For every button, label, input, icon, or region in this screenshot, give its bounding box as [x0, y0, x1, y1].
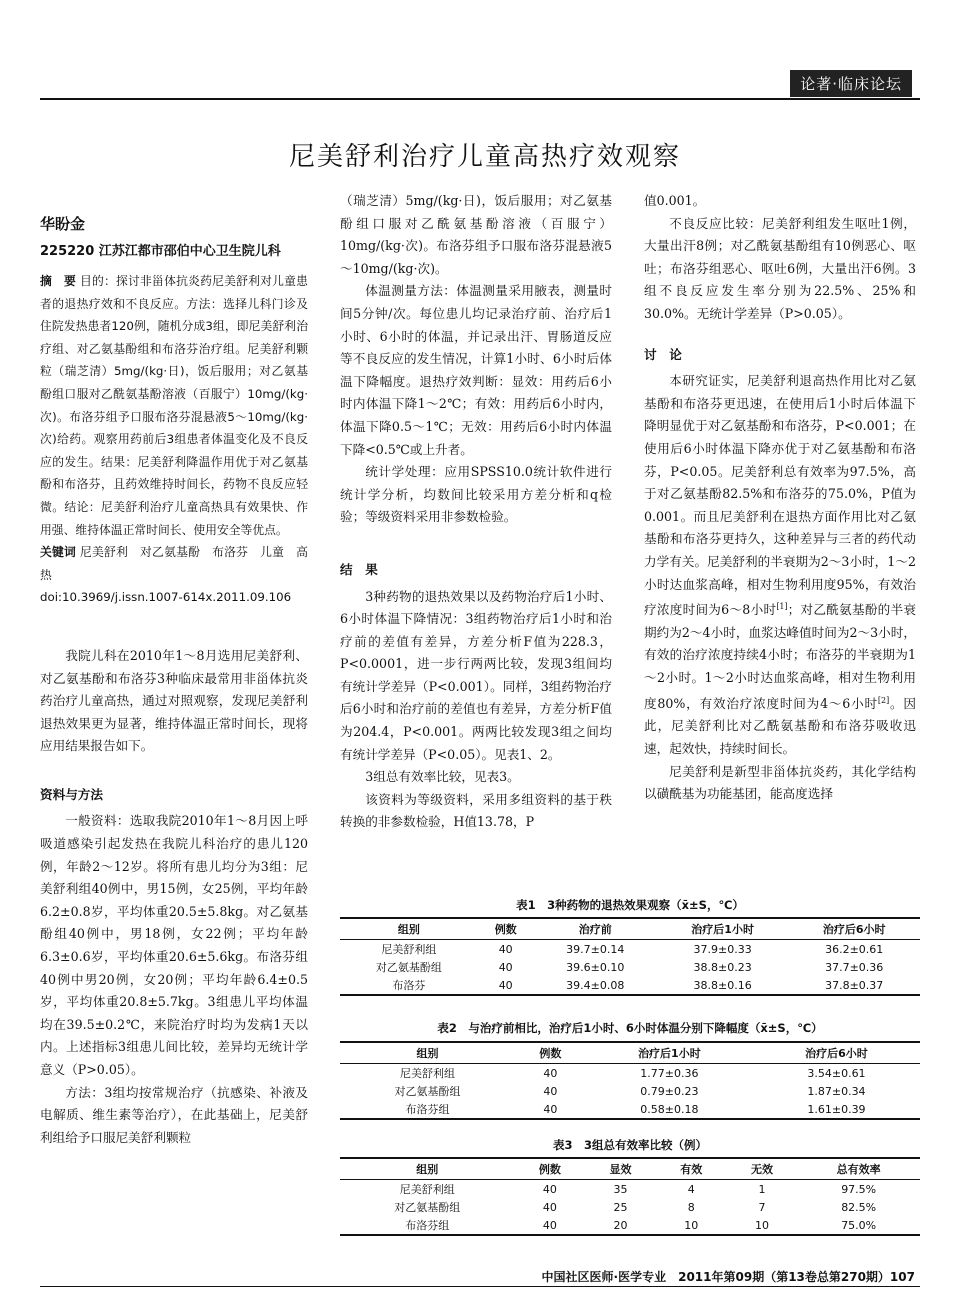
table-cell: 布洛芬组 [340, 1216, 514, 1235]
table-row [340, 1180, 920, 1199]
discussion-paragraph-2: 尼美舒利是新型非甾体抗炎药，其化学结构以磺酰基为功能基团，能高度选择 [644, 763, 916, 802]
table-2-header: 治疗后6小时 [753, 1042, 920, 1064]
table-cell: 布洛芬 [340, 976, 478, 995]
table-cell: 1.87±0.34 [807, 1084, 866, 1098]
column-3 [644, 190, 916, 806]
table-cell: 0.79±0.23 [640, 1084, 699, 1098]
table-cell: 对乙氨基酚组 [394, 1085, 461, 1098]
table-row [340, 976, 920, 995]
article-title: 尼美舒利治疗儿童高热疗效观察 [288, 142, 681, 172]
table-cell: 40 [543, 1084, 558, 1098]
table-2-caption: 表2 与治疗前相比，治疗后1小时、6小时体温分别下降幅度（x̄±S，℃） [437, 1021, 823, 1035]
table-cell: 1 [758, 1182, 766, 1196]
table-cell: 40 [498, 960, 513, 974]
table-row [340, 1064, 920, 1083]
table-3-header: 显效 [585, 1158, 656, 1180]
keywords-label: 关键词 [40, 545, 77, 560]
table-cell: 40 [514, 1216, 585, 1235]
discussion-paragraph-1 [644, 370, 916, 760]
table-row [340, 1100, 920, 1119]
methods-paragraph-1: 一般资料：选取我院2010年1～8月因上呼吸道感染引起发热在我院儿科治疗的患儿120例，年龄2～12岁。将所有患儿均分为3组：尼美舒利组40例中，男15例，女25例，平均年龄6.2±0.8岁，平均体重20.5±5.8kg。对乙氨基酚组40例中，男18例，女22例；平均年龄6.3±0.6岁，平均体重20.6±5.6kg。布洛芬组40例中男20例，女20例；平均年龄6.4±0.5岁，平均体重20.8±5.7kg。3组患儿平均体温均在39.5±0.2℃，来院治疗时均为发病1天以内。上述指标3组患儿间比较，差异均无统计学意义（P>0.05）。 [40, 813, 308, 1077]
table-cell: 10 [656, 1216, 727, 1235]
header-rule [40, 98, 920, 100]
methods-heading: 资料与方法 [40, 786, 103, 802]
table-1-caption: 表1 3种药物的退热效果观察（x̄±S，℃） [516, 898, 744, 912]
table-cell: 39.6±0.10 [566, 960, 625, 974]
table-cell: 38.8±0.16 [657, 976, 789, 995]
table-2 [340, 1041, 920, 1120]
table-cell: 尼美舒利组 [381, 943, 437, 956]
table-cell: 97.5% [841, 1182, 877, 1196]
table-cell: 4 [687, 1182, 695, 1196]
table-1-header: 例数 [478, 918, 534, 940]
table-cell: 尼美舒利组 [399, 1067, 455, 1080]
table-cell: 40 [498, 942, 513, 956]
table-3-header: 有效 [656, 1158, 727, 1180]
table-cell: 7 [758, 1200, 766, 1214]
table-cell: 对乙氨基酚组 [375, 961, 442, 974]
section-tag: 论著·临床论坛 [790, 70, 912, 97]
discussion-text-b: ；对乙酰氨基酚的半衰期约为2～4小时，血浆达峰值时间为2～3小时，有效的治疗浓度持续4小时；布洛芬的半衰期为1～2小时。1～2小时达血浆高峰，相对生物利用度80%，有效治疗浓度时间为4～6小时 [644, 602, 916, 711]
table-cell: 20 [585, 1216, 656, 1235]
table-cell: 40 [543, 1066, 558, 1080]
table-cell: 35 [613, 1182, 628, 1196]
table-cell: 37.9±0.33 [693, 942, 752, 956]
table-1 [340, 917, 920, 996]
methods-paragraph-2-cont: （瑞芝清）5mg/(kg·日)，饭后服用；对乙氨基酚组口服对乙酰氨基酚溶液（百服宁）10mg/(kg·次)。布洛芬组予口服布洛芬混悬液5～10mg/(kg·次)。 [340, 193, 612, 276]
intro-paragraph: 我院儿科在2010年1～8月选用尼美舒利、对乙氨基酚和布洛芬3种临床最常用非甾体抗炎药治疗儿童高热，通过对照观察，发现尼美舒利退热效果更为显著，维持体温正常时间长，现将应用结果报告如下。 [40, 647, 308, 754]
discussion-text-a: 本研究证实，尼美舒利退高热作用比对乙氨基酚和布洛芬更迅速，在使用后1小时后体温下降明显优于对乙氨基酚和布洛芬，P<0.001；在使用后6小时体温下降亦优于对乙氨基酚和布洛芬，P<0.05。尼美舒利总有效率为97.5%，高于对乙氨基酚82.5%和布洛芬的75.0%，P值为0.001。而且尼美舒利在退热方面作用比对乙氨基酚和布洛芬更持久，这种差异与三者的药代动力学有关。尼美舒利的半衰期为2～3小时，1～2小时达血浆高峰，相对生物利用度95%，有效治疗浓度时间为6～8小时 [644, 373, 916, 618]
column-2 [340, 190, 612, 834]
keywords-text: 尼美舒利 对乙氨基酚 布洛芬 儿童 高热 [40, 545, 308, 582]
table-row [340, 1198, 920, 1216]
table-cell: 82.5% [841, 1200, 877, 1214]
table-cell: 10 [727, 1216, 798, 1235]
results-paragraph-3: 该资料为等级资料，采用多组资料的基于秩转换的非参数检验，H值13.78，P [340, 791, 612, 830]
table-3-caption: 表3 3组总有效率比较（例） [552, 1138, 707, 1152]
discussion-text-c: 。因此，尼美舒利比对乙酰氨基酚和布洛芬吸收迅速，起效快，持续时间长。 [644, 695, 916, 757]
table-cell: 1.77±0.36 [640, 1066, 699, 1080]
table-3-header: 总有效率 [797, 1158, 920, 1180]
discussion-heading: 讨 论 [644, 346, 682, 362]
table-1-header: 治疗后6小时 [788, 918, 920, 940]
methods-paragraph-4: 统计学处理：应用SPSS10.0统计软件进行统计学分析，均数间比较采用方差分析和q检验；等级资料采用非参数检验。 [340, 464, 612, 525]
table-3-header: 例数 [514, 1158, 585, 1180]
table-cell: 37.7±0.36 [825, 960, 884, 974]
abstract [40, 270, 308, 541]
table-3-header: 无效 [727, 1158, 798, 1180]
reference-1: [1] [776, 602, 788, 612]
table-cell: 1.61±0.39 [753, 1100, 920, 1119]
footer-rule [40, 1286, 920, 1287]
results-paragraph-4: 不良反应比较：尼美舒利组发生呕吐1例，大量出汗8例；对乙酰氨基酚组有10例恶心、呕吐；布洛芬组恶心、呕吐6例，大量出汗6例。3组不良反应发生率分别为22.5%、25%和30.0%。无统计学差异（P>0.05）。 [644, 215, 916, 321]
results-paragraph-1: 3种药物的退热效果以及药物治疗后1小时、6小时体温下降情况：3组药物治疗后1小时和治疗前的差值有差异，方差分析F值为228.3，P<0.0001，进一步行两两比较，发现3组间均有统计学差异（P<0.001）。同样，3组药物治疗后6小时和治疗前的差值也有差异，方差分析F值为204.4，P<0.001。两两比较发现3组之间均有统计学差异（P<0.05）。见表1、2。 [340, 588, 612, 762]
table-cell: 0.58±0.18 [586, 1100, 753, 1119]
journal-footer: 中国社区医师·医学专业 2011年第09期（第13卷总第270期）107 [541, 1270, 915, 1284]
table-row [340, 940, 920, 959]
abstract-label: 摘 要 [40, 274, 77, 288]
table-2-header: 组别 [340, 1042, 515, 1064]
table-2-header: 治疗后1小时 [586, 1042, 753, 1064]
table-cell: 25 [613, 1200, 628, 1214]
table-cell: 40 [542, 1182, 557, 1196]
table-cell: 8 [687, 1200, 695, 1214]
table-3-header: 组别 [340, 1158, 514, 1180]
table-1-header: 组别 [340, 918, 478, 940]
table-cell: 38.8±0.23 [693, 960, 752, 974]
table-cell: 39.4±0.08 [534, 976, 657, 995]
keywords [40, 541, 308, 586]
abstract-text: 目的：探讨非甾体抗炎药尼美舒利对儿童患者的退热疗效和不良反应。方法：选择儿科门诊及住院发热患者120例，随机分成3组，即尼美舒利治疗组、对乙氨基酚组和布洛芬治疗组。尼美舒利颗粒（瑞芝清）5mg/(kg·日)，饭后服用；对乙氨基酚组口服对乙酰氨基酚溶液（百服宁）10mg/(kg·次)。布洛芬组予口服布洛芬混悬液5～10mg/(kg·次)给药。观察用药前后3组患者体温变化及不良反应的发生。结果：尼美舒利降温作用优于对乙氨基酚和布洛芬，且药效维持时间长，药物不良反应轻微。结论：尼美舒利治疗儿童高热具有效果快、作用强、维持体温正常时间长、使用安全等优点。 [40, 274, 308, 537]
table-row [340, 958, 920, 976]
author-affiliation: 225220 江苏江都市邵伯中心卫生院儿科 [40, 244, 281, 259]
methods-paragraph-2: 方法：3组均按常规治疗（抗感染、补液及电解质、维生素等治疗），在此基础上，尼美舒利组给予口服尼美舒利颗粒 [40, 1084, 308, 1145]
column-1 [40, 270, 308, 1149]
results-paragraph-3-cont: 值0.001。 [644, 193, 706, 208]
table-2-header: 例数 [515, 1042, 586, 1064]
results-heading: 结 果 [340, 561, 378, 577]
table-cell: 75.0% [797, 1216, 920, 1235]
doi: doi:10.3969/j.issn.1007-614x.2011.09.106 [40, 590, 292, 605]
table-row [340, 1082, 920, 1100]
table-cell: 39.7±0.14 [566, 942, 625, 956]
table-cell: 40 [542, 1200, 557, 1214]
table-1-header: 治疗前 [534, 918, 657, 940]
table-cell: 3.54±0.61 [807, 1066, 866, 1080]
table-cell: 37.8±0.37 [788, 976, 920, 995]
table-cell: 对乙氨基酚组 [394, 1201, 461, 1214]
table-1-header: 治疗后1小时 [657, 918, 789, 940]
table-3 [340, 1157, 920, 1236]
results-paragraph-2: 3组总有效率比较，见表3。 [365, 769, 520, 785]
table-cell: 布洛芬组 [340, 1100, 515, 1119]
table-row [340, 1216, 920, 1235]
table-cell: 尼美舒利组 [399, 1183, 455, 1196]
table-cell: 40 [515, 1100, 586, 1119]
methods-paragraph-3: 体温测量方法：体温测量采用腋表，测量时间5分钟/次。每位患儿均记录治疗前、治疗后1小时、6小时的体温，并记录出汗、胃肠道反应等不良反应的发生情况，计算1小时、6小时后体温下降幅度。退热疗效判断：显效：用药后6小时内体温下降1～2℃；有效：用药后6小时内，体温下降0.5～1℃；无效：用药后6小时内体温下降<0.5℃或上升者。 [340, 283, 612, 457]
author-name: 华盼金 [40, 215, 86, 233]
table-cell: 36.2±0.61 [825, 942, 884, 956]
reference-2: [2] [877, 695, 890, 705]
table-cell: 40 [478, 976, 534, 995]
